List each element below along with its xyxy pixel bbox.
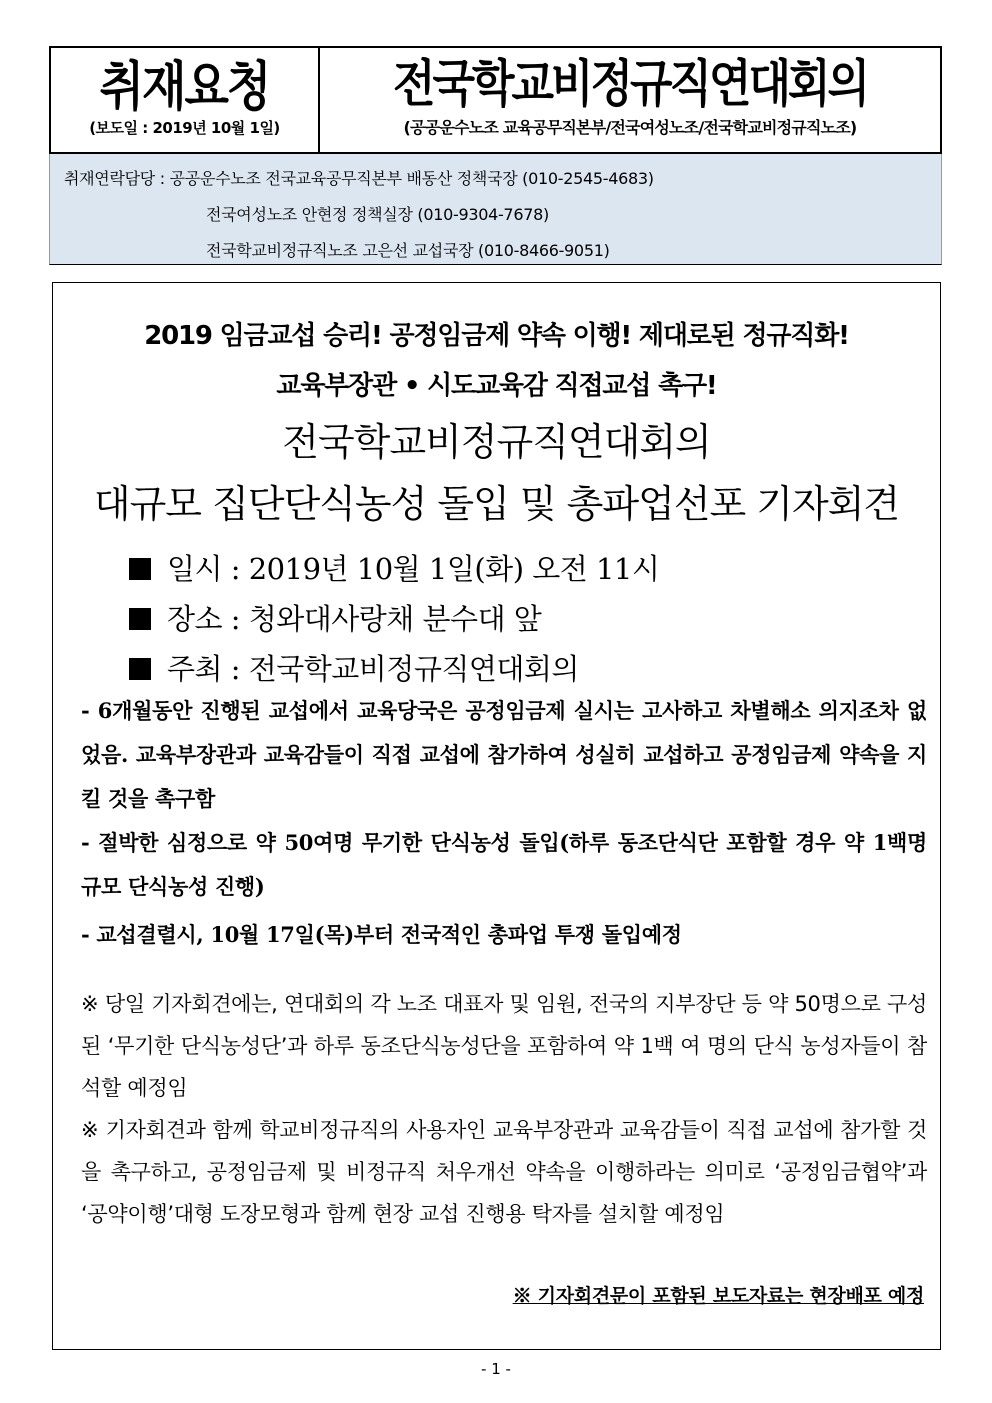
point-hunger-strike: - 절박한 심정으로 약 50여명 무기한 단식농성 돌입(하루 동조단식단 포함할 경우 약 1백명 규모 단식농성 진행) bbox=[81, 830, 927, 899]
detail-location bbox=[129, 597, 541, 638]
event-title-1: 전국학교비정규직연대회의 bbox=[282, 420, 711, 464]
square-bullet-icon bbox=[129, 558, 151, 580]
detail-datetime-text: 일시 : 2019년 10월 1일(화) 오전 11시 bbox=[167, 552, 660, 586]
detail-host-text: 주최 : 전국학교비정규직연대회의 bbox=[167, 652, 579, 686]
detail-location-text: 장소 : 청와대사랑채 분수대 앞 bbox=[167, 602, 542, 636]
square-bullet-icon bbox=[129, 608, 151, 630]
org-title: 전국학교비정규직연대회의 bbox=[392, 54, 868, 114]
contact-box bbox=[49, 154, 942, 265]
page-number: - 1 - bbox=[481, 1360, 511, 1378]
request-title: 취재요청 bbox=[99, 54, 270, 117]
point-negotiation: - 6개월동안 진행된 교섭에서 교육당국은 공정임금제 실시는 고사하고 차별해소 의지조차 없었음. 교육부장관과 교육감들이 직접 교섭에 참가하여 성실히 교섭하고 공정임금제 약속을 지킬 것을 촉구함 bbox=[81, 698, 927, 811]
footnote: ※ 기자회견문이 포함된 보도자료는 현장배포 예정 bbox=[512, 1285, 924, 1307]
contact-line-3: 전국학교비정규직노조 고은선 교섭국장 (010-8466-9051) bbox=[206, 241, 610, 260]
point-general-strike: - 교섭결렬시, 10월 17일(목)부터 전국적인 총파업 투쟁 돌입예정 bbox=[81, 922, 682, 947]
note-props: ※ 기자회견과 함께 학교비정규직의 사용자인 교육부장관과 교육감들이 직접 교섭에 참가할 것을 촉구하고, 공정임금제 및 비정규직 처우개선 약속을 이행하라는 의미로 ‘공정임금협약’과 ‘공약이행’대형 도장모형과 함께 현장 교섭 진행용 탁자를 설치할 예정임 bbox=[81, 1118, 927, 1226]
org-members: (공공운수노조 교육공무직본부/전국여성노조/전국학교비정규직노조) bbox=[403, 117, 857, 137]
detail-host bbox=[129, 647, 579, 688]
headline-2: 교육부장관 • 시도교육감 직접교섭 촉구! bbox=[276, 371, 717, 401]
header-left bbox=[51, 48, 320, 152]
main-content-box bbox=[52, 282, 941, 1350]
contact-line-2: 전국여성노조 안현정 정책실장 (010-9304-7678) bbox=[206, 205, 549, 224]
event-title-2: 대규모 집단단식농성 돌입 및 총파업선포 기자회견 bbox=[93, 482, 900, 526]
header-right bbox=[320, 48, 940, 152]
contact-line-1: 취재연락담당 : 공공운수노조 전국교육공무직본부 배동산 정책국장 (010-2545-4683) bbox=[64, 169, 654, 188]
detail-datetime bbox=[129, 547, 659, 588]
header-box bbox=[49, 46, 942, 154]
note-attendees: ※ 당일 기자회견에는, 연대회의 각 노조 대표자 및 임원, 전국의 지부장단 등 약 50명으로 구성된 ‘무기한 단식농성단’과 하루 동조단식농성단을 포함하여 약 1백 여 명의 단식 농성자들이 참석할 예정임 bbox=[81, 992, 927, 1100]
square-bullet-icon bbox=[129, 658, 151, 680]
headline-1: 2019 임금교섭 승리! 공정임금제 약속 이행! 제대로된 정규직화! bbox=[144, 321, 849, 351]
release-date: (보도일 : 2019년 10월 1일) bbox=[89, 118, 280, 137]
